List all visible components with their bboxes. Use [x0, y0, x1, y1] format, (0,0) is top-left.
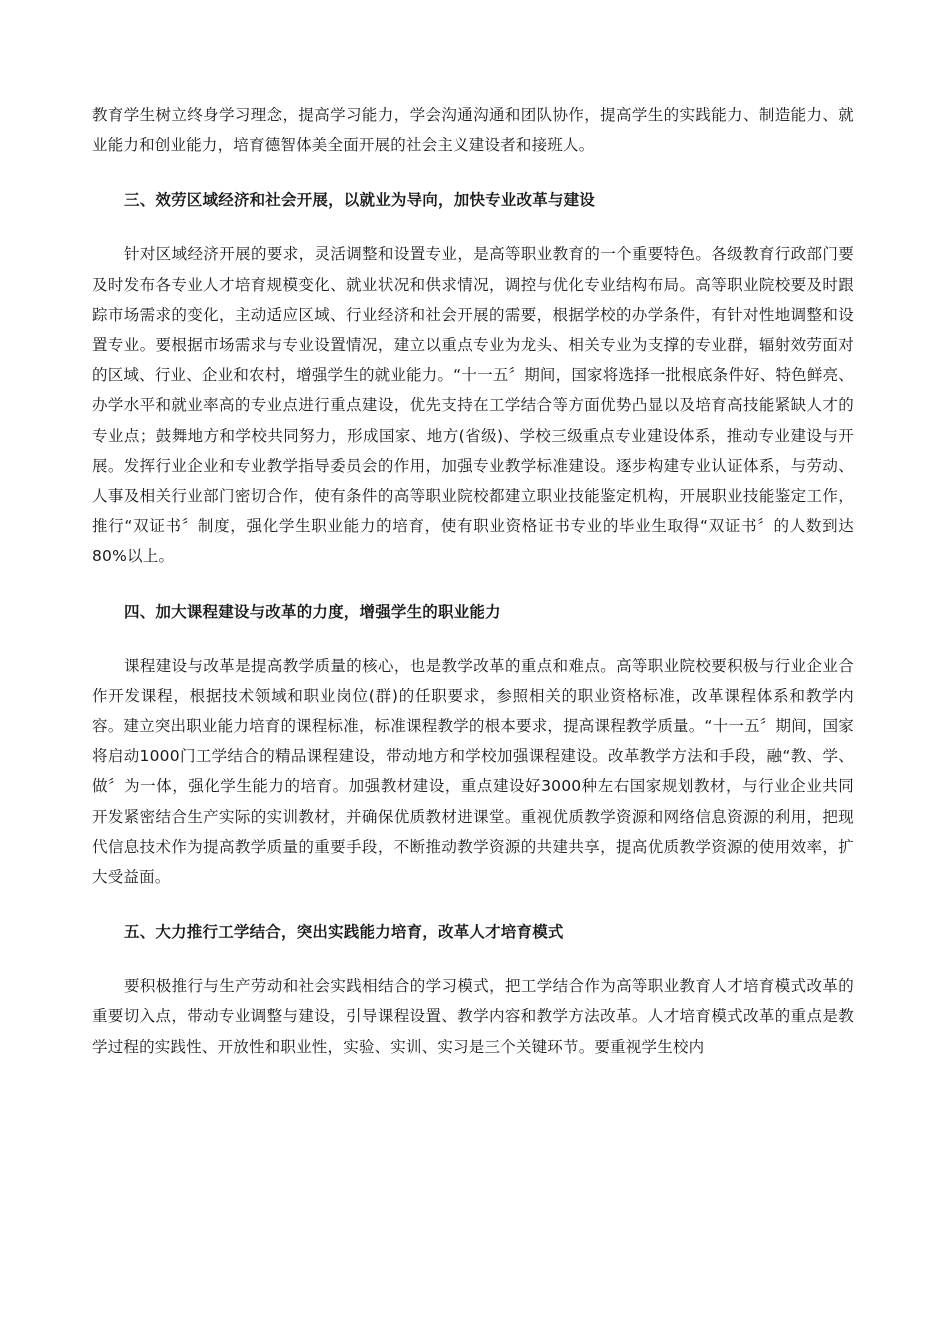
section-body-3: 针对区域经济开展的要求，灵活调整和设置专业，是高等职业教育的一个重要特色。各级教育行政部门要及时发布各专业人才培育规模变化、就业状况和供求情况，调控与优化专业结构布局。高等职业院校要及时跟踪市场需求的变化，主动适应区域、行业经济和社会开展的需要，根据学校的办学条件，有针对性地调整和设置专业。要根据市场需求与专业设置情况，建立以重点专业为龙头、相关专业为支撑的专业群，辐射效劳面对的区域、行业、企业和农村，增强学生的就业能力。“十一五〞期间，国家将选择一批根底条件好、特色鲜亮、办学水平和就业率高的专业点进行重点建设，优先支持在工学结合等方面优势凸显以及培育高技能紧缺人才的专业点；鼓舞地方和学校共同努力，形成国家、地方(省级)、学校三级重点专业建设体系，推动专业建设与开展。发挥行业企业和专业教学指导委员会的作用，加强专业教学标准建设。逐步构建专业认证体系，与劳动、人事及相关行业部门密切合作，使有条件的高等职业院校都建立职业技能鉴定机构，开展职业技能鉴定工作，推行“双证书〞制度，强化学生职业能力的培育，使有职业资格证书专业的毕业生取得“双证书〞的人数到达80%以上。 [92, 245, 854, 566]
spacer [92, 160, 854, 185]
intro-paragraph: 教育学生树立终身学习理念，提高学习能力，学会沟通沟通和团队协作，提高学生的实践能力、制造能力、就业能力和创业能力，培育德智体美全面开展的社会主义建设者和接班人。 [92, 106, 854, 155]
section-heading-3: 三、效劳区域经济和社会开展，以就业为导向，加快专业改革与建设 [124, 191, 596, 210]
spacer [92, 947, 854, 971]
spacer [92, 892, 854, 917]
section-heading-4: 四、加大课程建设与改革的力度，增强学生的职业能力 [124, 602, 501, 621]
section-heading-5: 五、大力推行工学结合，突出实践能力培育，改革人才培育模式 [124, 923, 564, 942]
spacer [92, 572, 854, 597]
section-body-5: 要积极推行与生产劳动和社会实践相结合的学习模式，把工学结合作为高等职业教育人才培育模式改革的重要切入点，带动专业调整与建设，引导课程设置、教学内容和教学方法改革。人才培育模式改革的重点是教学过程的实践性、开放性和职业性，实验、实训、实习是三个关键环节。要重视学生校内 [92, 977, 854, 1056]
section-body-4: 课程建设与改革是提高教学质量的核心，也是教学改革的重点和难点。高等职业院校要积极与行业企业合作开发课程，根据技术领域和职业岗位(群)的任职要求，参照相关的职业资格标准，改革课程体系和教学内容。建立突出职业能力培育的课程标准，标准课程教学的根本要求，提高课程教学质量。“十一五〞期间，国家将启动1000门工学结合的精品课程建设，带动地方和学校加强课程建设。改革教学方法和手段，融“教、学、做〞为一体，强化学生能力的培育。加强教材建设，重点建设好3000种左右国家规划教材，与行业企业共同开发紧密结合生产实际的实训教材，并确保优质教材进课堂。重视优质教学资源和网络信息资源的利用，把现代信息技术作为提高教学质量的重要手段，不断推动教学资源的共建共享，提高优质教学资源的使用效率，扩大受益面。 [92, 656, 854, 887]
document-page [92, 100, 854, 1062]
spacer [92, 627, 854, 651]
spacer [92, 215, 854, 239]
